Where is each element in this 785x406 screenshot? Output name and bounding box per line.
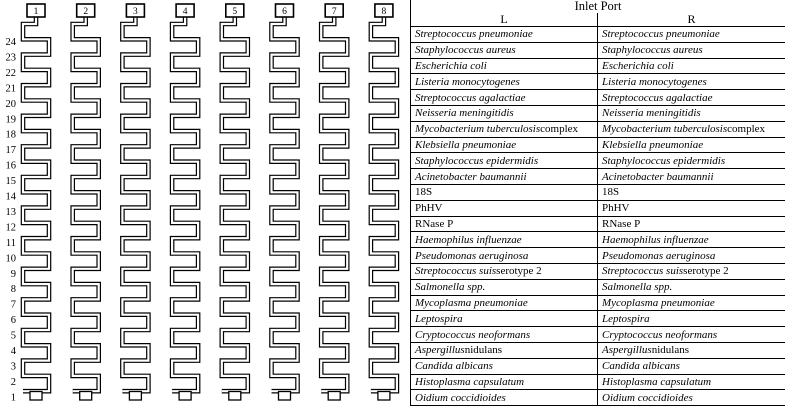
target-name: Candida albicans bbox=[602, 360, 680, 373]
channel-number: 4 bbox=[182, 7, 188, 17]
column-header-right: R bbox=[687, 12, 696, 26]
target-cell-right bbox=[598, 217, 785, 232]
table-row bbox=[411, 105, 785, 121]
target-name: RNase P bbox=[602, 217, 641, 230]
channel-lumen bbox=[73, 17, 99, 398]
table-row bbox=[411, 137, 785, 153]
table-row bbox=[411, 389, 785, 405]
column-header-left: L bbox=[411, 13, 598, 26]
target-name: PhHV bbox=[415, 202, 443, 215]
target-cell-right bbox=[598, 122, 785, 137]
target-cell-left bbox=[411, 390, 598, 405]
target-cell-left bbox=[411, 280, 598, 295]
target-cell-left bbox=[411, 311, 598, 326]
target-cell-left bbox=[411, 296, 598, 311]
target-cell-right bbox=[598, 248, 785, 263]
channel-outlet-box bbox=[328, 392, 340, 401]
target-name: Acinetobacter baumannii bbox=[602, 170, 714, 183]
target-name: Aspergillus bbox=[602, 344, 652, 357]
target-name: PhHV bbox=[602, 202, 630, 215]
channel-lumen bbox=[172, 17, 198, 398]
table-row bbox=[411, 216, 785, 232]
target-name: Mycoplasma pneumoniae bbox=[415, 296, 528, 309]
target-name: Klebsiella pneumoniae bbox=[415, 138, 517, 151]
row-number: 8 bbox=[10, 284, 16, 296]
channel-number: 1 bbox=[33, 7, 39, 17]
channel-outlet-box bbox=[30, 392, 42, 401]
target-cell-left bbox=[411, 90, 598, 105]
target-name: Haemophilus influenzae bbox=[602, 233, 709, 246]
target-cell-right bbox=[598, 27, 785, 42]
target-name: Streptococcus pneumoniae bbox=[415, 28, 533, 41]
target-name: Leptospira bbox=[415, 312, 463, 325]
table-row bbox=[411, 121, 785, 137]
target-name: Staphylococcus epidermidis bbox=[602, 154, 726, 167]
target-name: Listeria monocytogenes bbox=[602, 75, 707, 88]
target-cell-right bbox=[598, 106, 785, 121]
target-name: 18S bbox=[602, 186, 620, 199]
target-cell-right bbox=[598, 232, 785, 247]
table-row bbox=[411, 374, 785, 390]
target-cell-left bbox=[411, 217, 598, 232]
channel-outlet-box bbox=[229, 392, 241, 401]
target-cell-right bbox=[598, 169, 785, 184]
target-cell-left bbox=[411, 248, 598, 263]
target-cell-left bbox=[411, 59, 598, 74]
target-cell-right bbox=[598, 74, 785, 89]
channel-outlet-box bbox=[378, 392, 390, 401]
channel-number: 7 bbox=[331, 7, 337, 17]
row-number: 18 bbox=[5, 129, 16, 141]
target-cell-right bbox=[598, 311, 785, 326]
channel-lumen bbox=[122, 17, 148, 398]
channel-number: 2 bbox=[83, 7, 89, 17]
target-cell-left bbox=[411, 343, 598, 358]
target-name: Escherichia coli bbox=[602, 59, 674, 72]
table-row bbox=[411, 89, 785, 105]
target-cell-right bbox=[598, 264, 785, 279]
table-row bbox=[411, 295, 785, 311]
target-cell-left bbox=[411, 185, 598, 200]
row-number: 23 bbox=[5, 52, 16, 64]
target-cell-right bbox=[598, 153, 785, 168]
channel-lumen bbox=[272, 17, 298, 398]
table-header-row bbox=[411, 13, 785, 26]
target-name: Cryptococcus neoformans bbox=[602, 328, 718, 341]
table-row bbox=[411, 73, 785, 89]
target-cell-left bbox=[411, 106, 598, 121]
table-row bbox=[411, 152, 785, 168]
table-row bbox=[411, 310, 785, 326]
channel-outlet-box bbox=[80, 392, 92, 401]
target-cell-right bbox=[598, 185, 785, 200]
table-row bbox=[411, 42, 785, 58]
row-number: 2 bbox=[10, 376, 16, 388]
target-name: Pseudomonas aeruginosa bbox=[415, 249, 529, 262]
target-name: Cryptococcus neoformans bbox=[415, 328, 531, 341]
target-name: Neisseria meningitidis bbox=[602, 107, 701, 120]
row-number: 12 bbox=[5, 222, 16, 234]
target-name: Staphylococcus aureus bbox=[415, 44, 516, 57]
channel-lumen bbox=[23, 17, 49, 398]
target-cell-right bbox=[598, 327, 785, 342]
target-name: nidulans bbox=[464, 344, 502, 357]
target-cell-left bbox=[411, 201, 598, 216]
channel-number: 5 bbox=[232, 7, 238, 17]
table-title: Inlet Port bbox=[574, 0, 622, 13]
target-cell-left bbox=[411, 327, 598, 342]
target-name: Acinetobacter baumannii bbox=[415, 170, 527, 183]
row-number: 16 bbox=[5, 160, 16, 172]
target-cell-right bbox=[598, 138, 785, 153]
target-name: Klebsiella pneumoniae bbox=[602, 138, 704, 151]
inlet-port-table bbox=[410, 0, 785, 406]
target-cell-left bbox=[411, 138, 598, 153]
table-row bbox=[411, 279, 785, 295]
target-cell-right bbox=[598, 43, 785, 58]
row-number: 9 bbox=[10, 268, 16, 280]
target-name: Aspergillus bbox=[415, 344, 465, 357]
target-name: Escherichia coli bbox=[415, 59, 487, 72]
row-number: 11 bbox=[5, 237, 16, 249]
target-name: Oidium coccidioides bbox=[602, 391, 693, 404]
table-row bbox=[411, 231, 785, 247]
channel-number: 3 bbox=[133, 7, 138, 17]
target-name: Streptococcus suis bbox=[602, 265, 684, 278]
target-name: Streptococcus suis bbox=[415, 265, 497, 278]
target-cell-left bbox=[411, 122, 598, 137]
row-number: 20 bbox=[5, 98, 16, 110]
row-number: 22 bbox=[5, 67, 16, 79]
target-cell-left bbox=[411, 169, 598, 184]
target-name: serotype 2 bbox=[496, 265, 542, 278]
target-cell-right bbox=[598, 90, 785, 105]
target-cell-right bbox=[598, 390, 785, 405]
target-name: Haemophilus influenzae bbox=[415, 233, 522, 246]
target-name: Listeria monocytogenes bbox=[415, 75, 520, 88]
target-cell-left bbox=[411, 359, 598, 374]
target-name: Mycobacterium tuberculosis bbox=[415, 123, 541, 136]
target-cell-right bbox=[598, 296, 785, 311]
row-number: 10 bbox=[5, 253, 16, 265]
target-cell-left bbox=[411, 264, 598, 279]
target-name: Streptococcus agalactiae bbox=[415, 91, 526, 104]
target-cell-right bbox=[598, 359, 785, 374]
channel-number: 8 bbox=[381, 7, 387, 17]
table-row bbox=[411, 58, 785, 74]
target-cell-right bbox=[598, 59, 785, 74]
row-number: 17 bbox=[5, 145, 16, 157]
target-cell-right bbox=[598, 343, 785, 358]
target-cell-left bbox=[411, 375, 598, 390]
channel-lumen bbox=[371, 17, 397, 398]
target-name: Streptococcus agalactiae bbox=[602, 91, 713, 104]
target-name: Histoplasma capsulatum bbox=[602, 375, 712, 388]
target-cell-left bbox=[411, 232, 598, 247]
target-cell-left bbox=[411, 153, 598, 168]
target-name: complex bbox=[540, 123, 579, 136]
target-name: serotype 2 bbox=[683, 265, 729, 278]
target-cell-left bbox=[411, 74, 598, 89]
channel-lumen bbox=[321, 17, 347, 398]
table-row bbox=[411, 247, 785, 263]
row-number: 14 bbox=[5, 191, 16, 203]
table-body bbox=[411, 26, 785, 405]
target-name: complex bbox=[727, 123, 766, 136]
table-row bbox=[411, 263, 785, 279]
target-name: Streptococcus pneumoniae bbox=[602, 28, 720, 41]
target-name: Mycobacterium tuberculosis bbox=[602, 123, 728, 136]
table-row bbox=[411, 358, 785, 374]
target-cell-right bbox=[598, 375, 785, 390]
row-number: 21 bbox=[5, 83, 16, 95]
target-name: Candida albicans bbox=[415, 360, 493, 373]
target-name: Histoplasma capsulatum bbox=[415, 375, 525, 388]
target-name: Neisseria meningitidis bbox=[415, 107, 514, 120]
target-name: Staphylococcus epidermidis bbox=[415, 154, 539, 167]
target-name: Oidium coccidioides bbox=[415, 391, 506, 404]
row-number: 4 bbox=[10, 346, 16, 357]
target-name: Pseudomonas aeruginosa bbox=[602, 249, 716, 262]
row-number: 19 bbox=[5, 114, 16, 126]
row-number: 13 bbox=[5, 206, 16, 218]
table-row bbox=[411, 200, 785, 216]
row-number: 3 bbox=[10, 361, 16, 373]
target-name: nidulans bbox=[651, 344, 689, 357]
row-number: 15 bbox=[5, 176, 16, 187]
row-number: 1 bbox=[10, 392, 16, 404]
target-cell-left bbox=[411, 43, 598, 58]
target-cell-left bbox=[411, 27, 598, 42]
channel-outlet-box bbox=[179, 392, 191, 401]
target-name: RNase P bbox=[415, 217, 454, 230]
target-name: 18S bbox=[415, 186, 433, 199]
channel-number: 6 bbox=[282, 7, 287, 17]
table-row bbox=[411, 168, 785, 184]
table-row bbox=[411, 184, 785, 200]
row-number: 5 bbox=[10, 330, 16, 342]
target-cell-right bbox=[598, 280, 785, 295]
channel-lumen bbox=[222, 17, 248, 398]
table-row bbox=[411, 26, 785, 42]
row-number: 6 bbox=[10, 315, 16, 327]
target-name: Salmonella spp. bbox=[415, 281, 486, 294]
table-row bbox=[411, 326, 785, 342]
target-name: Salmonella spp. bbox=[602, 281, 673, 294]
channel-outlet-box bbox=[279, 392, 291, 401]
target-name: Staphylococcus aureus bbox=[602, 44, 703, 57]
row-number: 24 bbox=[5, 37, 16, 48]
target-name: Leptospira bbox=[602, 312, 650, 325]
target-cell-right bbox=[598, 201, 785, 216]
target-name: Mycoplasma pneumoniae bbox=[602, 296, 715, 309]
channel-outlet-box bbox=[129, 392, 141, 401]
row-number: 7 bbox=[10, 299, 16, 311]
table-row bbox=[411, 342, 785, 358]
